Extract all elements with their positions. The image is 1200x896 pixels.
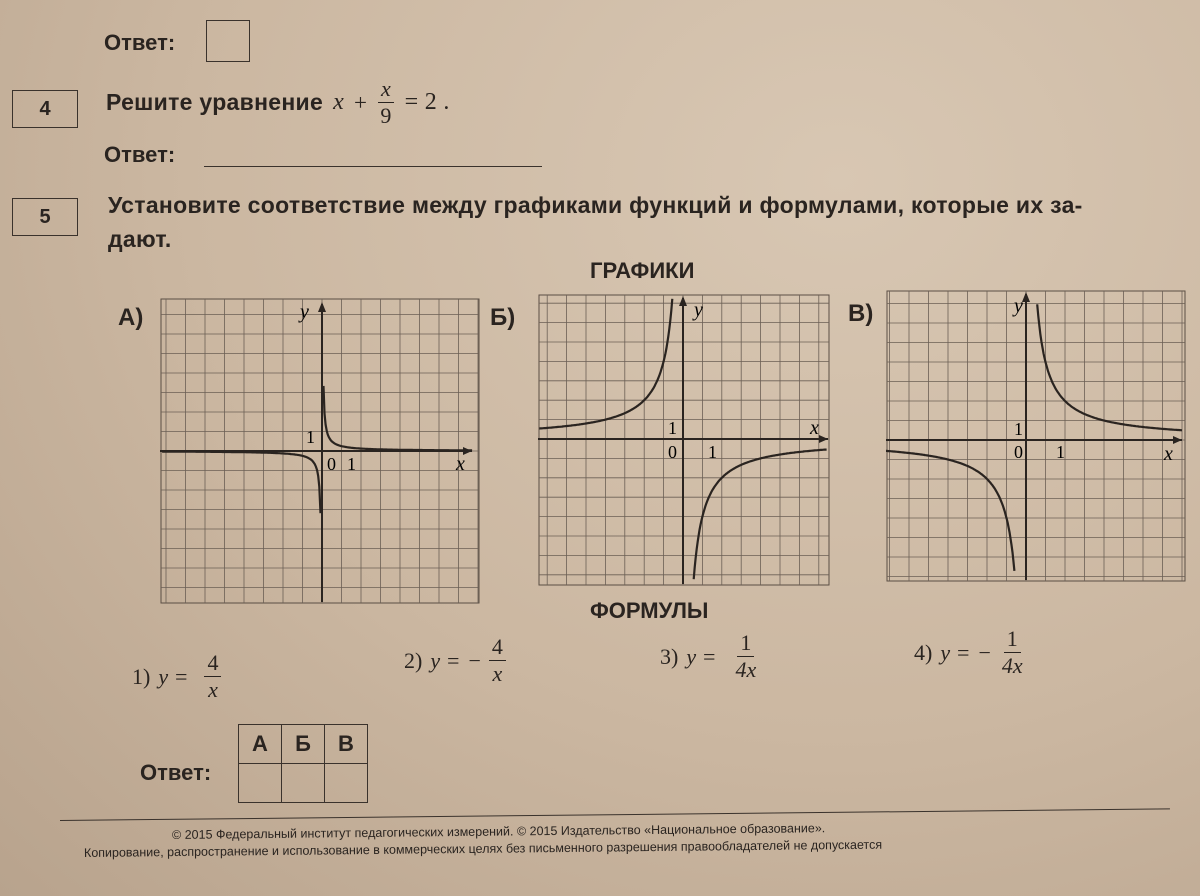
- graph-a-one-y: 1: [306, 427, 315, 447]
- answer-header-a: А: [239, 725, 282, 764]
- task4-text: Решите уравнение: [106, 89, 324, 115]
- formula-2-den: x: [492, 661, 503, 686]
- graph-b-x-label: x: [810, 417, 819, 439]
- formula-2-num: 4: [489, 636, 506, 661]
- footer-rule: [60, 808, 1170, 821]
- answer-table: [238, 724, 368, 803]
- graph-b-y-label: y: [694, 299, 703, 321]
- graph-b-one-y: 1: [668, 418, 677, 438]
- top-answer-label: Ответ:: [104, 30, 176, 55]
- task5-number: 5: [12, 198, 78, 236]
- answer-cell-v[interactable]: [325, 764, 368, 803]
- formula-4-index: 4): [914, 639, 933, 665]
- formulas-title: ФОРМУЛЫ: [590, 598, 709, 623]
- task4-eq-x: x: [333, 89, 345, 115]
- task4-fraction: [377, 78, 394, 127]
- answer-table-header-row: [239, 725, 368, 764]
- graph-b-one-x: 1: [708, 442, 717, 462]
- graph-v-one-y: 1: [1014, 419, 1023, 439]
- graph-b-x-arrow: [819, 435, 828, 443]
- task5-text-line1: Установите соответствие между графиками функций и формулами, которые их за-: [108, 192, 1083, 218]
- graphs-title: ГРАФИКИ: [590, 258, 695, 283]
- formula-4-lhs: y =: [940, 639, 971, 665]
- footer-line1: © 2015 Федеральный институт педагогических измерений. © 2015 Издательство «Национальное образование».: [171, 821, 826, 842]
- graph-b-label: Б): [490, 304, 516, 331]
- graph-v: [886, 290, 1186, 582]
- graph-a-y-label: y: [300, 301, 309, 323]
- formula-2: [404, 636, 506, 685]
- graph-a-label: А): [118, 304, 144, 331]
- task4-eq-plus: +: [354, 89, 368, 115]
- graph-b-curve-right: [694, 450, 827, 580]
- formula-4-num: 1: [1004, 628, 1021, 653]
- graph-v-y-label: y: [1014, 295, 1023, 317]
- answer-header-v: В: [325, 725, 368, 764]
- formula-3-index: 3): [660, 643, 679, 669]
- graph-a-one-x: 1: [347, 454, 356, 474]
- graph-v-zero: 0: [1014, 442, 1023, 462]
- graph-a: [160, 298, 480, 604]
- formula-1-fraction: [204, 652, 221, 701]
- task4-answer-label: Ответ:: [104, 142, 176, 167]
- top-answer-box[interactable]: [206, 20, 250, 62]
- task4-statement: [106, 78, 450, 127]
- formula-3-num: 1: [737, 632, 754, 657]
- formula-1-index: 1): [132, 663, 151, 689]
- graph-v-curve-left: [886, 451, 1014, 571]
- formula-2-lhs: y =: [430, 647, 461, 673]
- graph-v-grid: [887, 291, 1185, 581]
- formula-2-sign: −: [468, 647, 481, 673]
- answer-cell-a[interactable]: [239, 764, 282, 803]
- graph-v-x-label: x: [1164, 443, 1173, 465]
- task4-eq-rest: = 2 .: [404, 89, 450, 115]
- task4-fraction-den: 9: [380, 103, 392, 128]
- formula-4: [914, 628, 1026, 677]
- formula-3-lhs: y =: [686, 643, 717, 669]
- formula-3-den: 4x: [735, 657, 757, 682]
- formula-1-num: 4: [204, 652, 221, 677]
- task4-number: 4: [12, 90, 78, 128]
- graph-v-one-x: 1: [1056, 442, 1065, 462]
- task5-text-line2: дают.: [108, 226, 172, 252]
- formula-2-index: 2): [404, 647, 423, 673]
- footer-line2: Копирование, распространение и использование в коммерческих целях без письменного разрешения правообладателей не допускается: [83, 837, 883, 860]
- formula-4-sign: −: [978, 639, 991, 665]
- formula-4-fraction: [999, 628, 1026, 677]
- graph-v-x-arrow: [1173, 436, 1182, 444]
- answer-cell-b[interactable]: [282, 764, 325, 803]
- formula-1-den: x: [208, 677, 218, 702]
- formula-1-lhs: y =: [158, 663, 189, 689]
- graph-a-curve-right: [324, 386, 473, 451]
- graph-a-zero: 0: [327, 454, 336, 474]
- formula-3-fraction: [732, 632, 759, 681]
- task5-answer-label: Ответ:: [140, 760, 212, 785]
- formula-4-den: 4x: [1001, 653, 1023, 678]
- formula-1: [132, 652, 221, 701]
- graph-v-label: В): [848, 300, 874, 327]
- formula-2-fraction: [489, 636, 506, 685]
- formula-3: [660, 632, 759, 681]
- graph-b-zero: 0: [668, 442, 677, 462]
- task4-fraction-num: x: [378, 78, 394, 103]
- answer-table-input-row: [239, 764, 368, 803]
- graph-b: [538, 294, 830, 586]
- graph-b-y-arrow: [679, 296, 687, 306]
- answer-header-b: Б: [282, 725, 325, 764]
- graph-b-curve-left: [539, 299, 672, 429]
- graph-a-y-arrow: [318, 302, 326, 312]
- task4-answer-line[interactable]: [204, 166, 542, 167]
- graph-v-y-arrow: [1022, 292, 1030, 302]
- graph-a-x-label: x: [456, 453, 465, 475]
